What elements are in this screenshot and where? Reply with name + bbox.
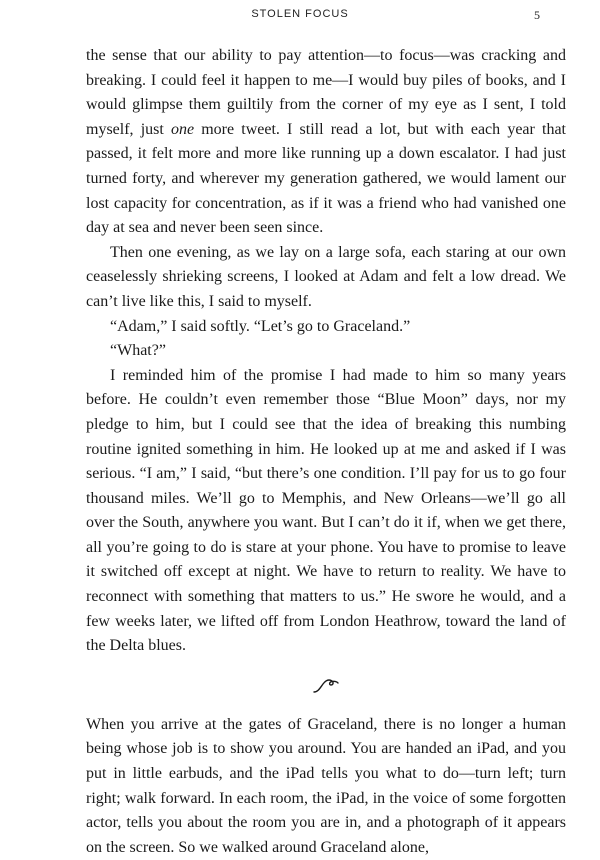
- text-run: the sense that our ability to pay attention—to focus—was cracking and breaking. I could feel it happen to me—I would buy piles of books, and I would glimpse them guiltily from the corner of my eye as I sent, I told myself, just: [86, 47, 566, 138]
- swash-ornament-icon: [312, 677, 340, 695]
- text-run: When you arrive at the gates of Graceland, there is no longer a human being whose job is to show you around. You are handed an iPad, and you put in little earbuds, and the iPad tells you what to do—turn left; turn right; walk forward. In each room, the iPad, in the voice of some forgotten actor, tells you about the room you are in, and a photograph of it appears on the screen. So we walked around Graceland alone,: [86, 715, 566, 856]
- paragraph: [86, 241, 566, 315]
- emphasis-text: one: [170, 120, 195, 138]
- paragraph: [86, 364, 566, 659]
- text-run: Then one evening, as we lay on a large sofa, each staring at our own ceaselessly shrieking screens, I looked at Adam and felt a low dread. We can’t live like this, I said to myself.: [86, 243, 566, 310]
- text-run: “What?”: [110, 342, 166, 360]
- paragraph: [86, 713, 566, 860]
- page-number: 5: [534, 8, 540, 22]
- text-run: “Adam,” I said softly. “Let’s go to Graceland.”: [110, 317, 411, 335]
- text-run: I reminded him of the promise I had made to him so many years before. He couldn’t even remember those “Blue Moon” days, nor my pledge to him, but I could see that the idea of breaking this numbing routine ignited something in him. He looked up at me and asked if I was serious. “I am,” I said, “but there’s one condition. I’ll pay for us to go four thousand miles. We’ll go to Memphis, and New Orleans—we’ll go all over the South, anywhere you want. But I can’t do it if, when we get there, all you’re going to do is stare at your phone. You have to promise to leave it switched off except at night. We have to return to reality. We have to reconnect with something that matters to us.” He swore he would, and a few weeks later, we lifted off from London Heathrow, toward the land of the Delta blues.: [86, 366, 566, 655]
- section-break: [86, 659, 566, 713]
- paragraph: [86, 315, 566, 340]
- text-run: more tweet. I still read a lot, but with each year that passed, it felt more and more like running up a down escalator. I had just turned forty, and wherever my generation gathered, we would lament our lost capacity for concentration, as if it was a friend who had vanished one day at sea and never been seen since.: [86, 120, 566, 237]
- running-head: STOLEN FOCUS: [251, 8, 349, 20]
- paragraph: [86, 339, 566, 364]
- body-text: [86, 44, 566, 860]
- paragraph: [86, 44, 566, 241]
